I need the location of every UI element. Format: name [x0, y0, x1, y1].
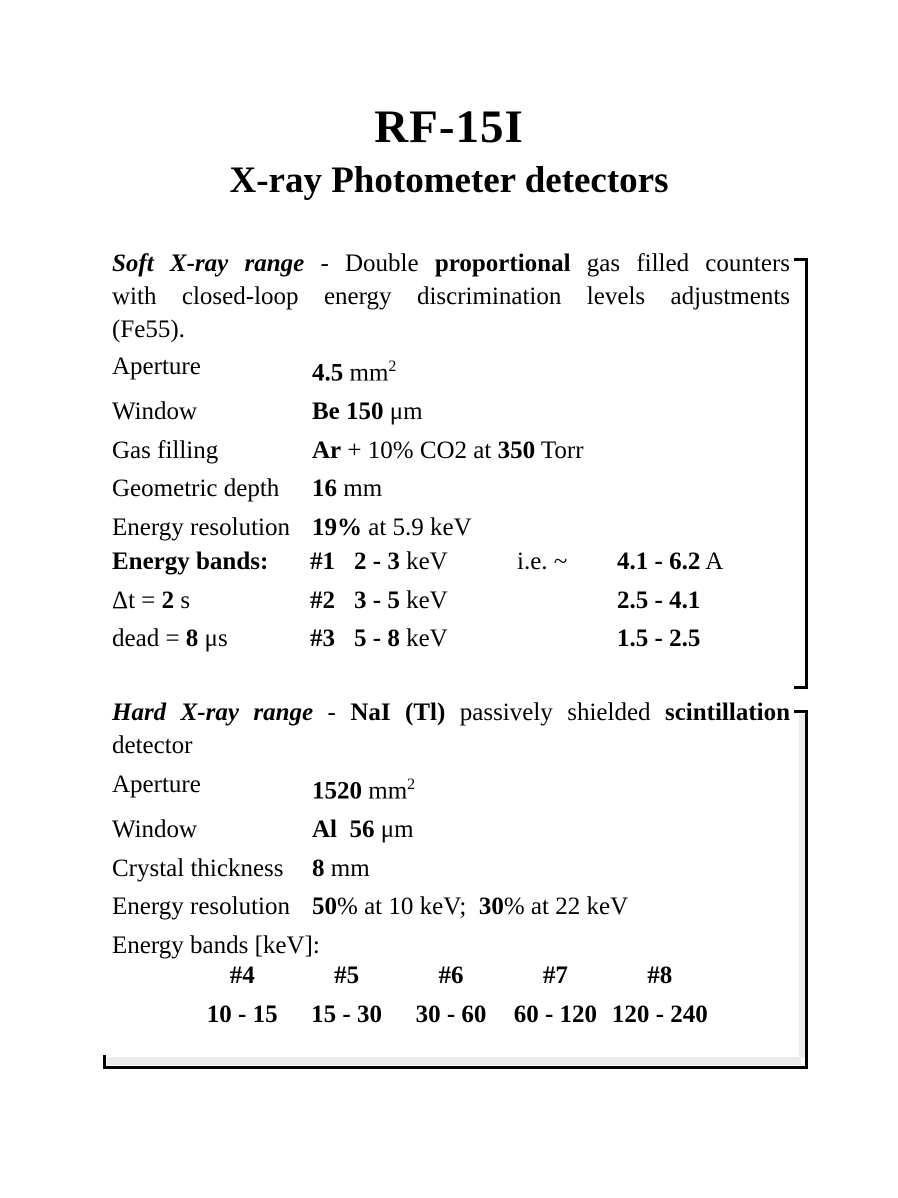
page-subtitle: X-ray Photometer detectors	[229, 160, 669, 201]
soft-section-intro	[112, 247, 790, 346]
spec-value: Al 56 μm	[312, 815, 414, 843]
spec-label: Window	[112, 397, 198, 425]
hard-section-border-left-tick	[103, 1055, 106, 1069]
spec-value: 8 mm	[312, 854, 370, 882]
soft-intro-line1: Soft X-ray range - Double proportional gas filled counters	[112, 250, 791, 277]
band-cell: #3 5 - 8 keV	[310, 625, 448, 653]
hard-section-border	[103, 710, 808, 1069]
band-range: 15 - 30	[311, 1000, 382, 1028]
spec-row-aperture	[112, 348, 790, 393]
soft-intro-line3: (Fe55).	[112, 316, 185, 343]
spec-value: 19% at 5.9 keV	[312, 513, 472, 541]
soft-intro-line2: with closed-loop energy discrimination levels adjustments	[112, 283, 790, 310]
spec-row-geometric-depth	[112, 470, 790, 509]
band-row-1	[112, 543, 790, 582]
spec-label: Aperture	[112, 771, 201, 798]
soft-range-heading: Soft X-ray range	[112, 250, 305, 277]
soft-section-bracket	[794, 258, 808, 689]
ie-cell	[517, 582, 617, 621]
hard-section-border-top-serif	[794, 710, 805, 713]
bands-kev-heading: Energy bands [keV]:	[112, 931, 320, 959]
band-range: 30 - 60	[415, 1000, 487, 1028]
band-number: #6	[438, 962, 464, 989]
spec-label: Energy resolution	[112, 893, 290, 921]
band-row-3	[112, 620, 790, 659]
band-number: #8	[647, 962, 673, 989]
spec-label: Gas filling	[112, 436, 219, 464]
band-range: 120 - 240	[611, 1000, 708, 1028]
spec-label: Crystal thickness	[112, 854, 284, 882]
ie-cell	[517, 620, 617, 659]
band-number: #5	[334, 962, 360, 989]
spec-row-window	[112, 393, 790, 432]
wavelength-cell: 1.5 - 2.5	[617, 625, 701, 653]
wavelength-cell: 4.1 - 6.2 A	[617, 548, 724, 575]
spec-value: 1520 $mm^2$	[312, 776, 416, 805]
band-number: #7	[542, 962, 568, 989]
page-title: RF-15I	[374, 101, 524, 153]
band-number: #4	[229, 962, 255, 989]
spec-value: Ar + 10% CO2 at 350 Torr	[312, 436, 584, 464]
timing-cell: Δt = 2 s	[112, 586, 191, 614]
band-row-2	[112, 582, 790, 621]
spec-label: Window	[112, 815, 198, 843]
spec-value: Be 150 μm	[312, 397, 423, 425]
spec-row-gas-filling	[112, 432, 790, 471]
band-range: 10 - 15	[206, 1000, 278, 1028]
deadtime-cell: dead = 8 μs	[112, 625, 228, 653]
hard-intro-line2: detector	[112, 732, 193, 759]
band-cell: #1 2 - 3 keV	[310, 548, 448, 575]
band-cell: #2 3 - 5 keV	[310, 586, 448, 614]
hard-intro-line1: Hard X-ray range - NaI (Tl) passively shielded scintillation	[112, 699, 790, 726]
spec-row-energy-resolution	[112, 509, 790, 548]
band-range: 60 - 120	[513, 1000, 598, 1028]
hard-range-heading: Hard X-ray range	[112, 699, 314, 726]
spec-value: 50% at 10 keV; 30% at 22 keV	[312, 893, 629, 921]
wavelength-cell: 2.5 - 4.1	[617, 586, 701, 614]
soft-energy-bands-table	[112, 543, 790, 659]
spec-value: 4.5 $mm^2$	[312, 358, 397, 387]
spec-label: Geometric depth	[112, 475, 280, 503]
spec-label: Energy resolution	[112, 513, 290, 541]
soft-spec-list	[112, 348, 790, 547]
spec-value: 16 mm	[312, 475, 383, 503]
spec-label: Aperture	[112, 353, 201, 380]
ie-cell: i.e. ~	[517, 548, 568, 575]
bands-heading: Energy bands:	[112, 548, 269, 575]
